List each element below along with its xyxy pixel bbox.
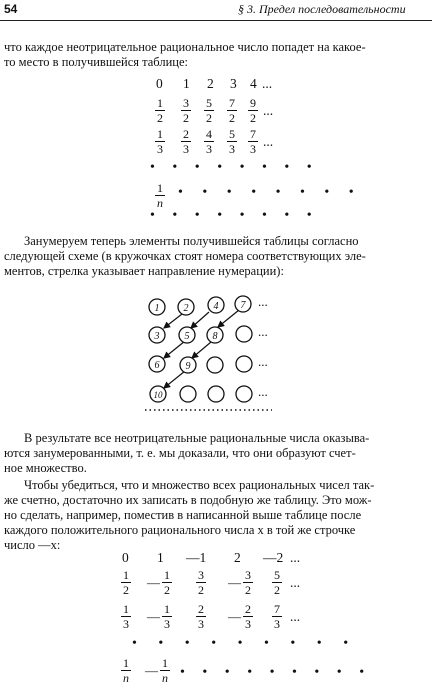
scheme-node (236, 356, 252, 372)
table-cell: 0 (122, 550, 129, 565)
fraction: 3 2 (245, 568, 251, 597)
scheme-ellipsis: ... (258, 354, 268, 369)
paragraph-line: но сделать, например, поместив в написанной выше таблице после (4, 508, 362, 522)
node-label: 6 (154, 360, 160, 371)
node-label: 8 (212, 331, 218, 342)
arrow (218, 310, 239, 327)
fraction: 5 2 (206, 96, 212, 125)
table-cell: 2 (207, 76, 214, 91)
scheme-ellipsis: ... (258, 324, 268, 339)
fraction: 1 2 (164, 568, 170, 597)
table-cell: —1 (186, 550, 207, 565)
node-label: 7 (240, 300, 246, 311)
table-cell: 1 (157, 550, 164, 565)
row-ellipsis: ... (290, 609, 301, 624)
fraction: 1 n (157, 181, 163, 210)
fraction: 2 3 (245, 602, 251, 631)
running-title: § 3. Предел последовательности (238, 2, 406, 16)
paragraph-line: следующей схеме (в кружочках стоят номера соответствующих эле- (4, 249, 366, 263)
table-cell: —2 (263, 550, 284, 565)
node-label: 9 (185, 361, 191, 372)
paragraph-line: ментов, стрелка указывает направление нумерации): (4, 264, 284, 278)
row-ellipsis: ... (290, 550, 301, 565)
node-label: 2 (183, 303, 189, 314)
scheme-node (207, 357, 223, 373)
row-ellipsis: ... (263, 103, 274, 118)
dot-row: • • • • • • • • • (180, 665, 372, 680)
table-cell: 3 (230, 76, 237, 91)
fraction: 1 2 (123, 568, 129, 597)
paragraph-line: то место в получившейся таблице: (4, 55, 188, 69)
arrow (164, 341, 185, 358)
fraction: 2 3 (198, 602, 204, 631)
fraction: 7 3 (250, 127, 256, 156)
arrow (164, 371, 185, 388)
fraction: 7 2 (229, 96, 235, 125)
scheme-ellipsis: ... (258, 384, 268, 399)
table-cell: 4 (250, 76, 257, 91)
paragraph-line: Чтобы убедиться, что и множество всех рациональных чисел так- (24, 478, 375, 492)
paragraph-line: каждого положительного рационального числа x в той же строчке (4, 523, 356, 537)
scheme-node (208, 386, 224, 402)
fraction: 1 2 (157, 96, 163, 125)
dot-row: • • • • • • • • (150, 208, 319, 223)
arrows (164, 310, 239, 388)
fraction: 9 2 (250, 96, 256, 125)
fraction: 5 2 (274, 568, 280, 597)
row-ellipsis: ... (263, 134, 274, 149)
node-label: 4 (213, 301, 219, 312)
fraction: 2 3 (183, 127, 189, 156)
node-label: 5 (184, 331, 190, 342)
fraction: 1 n (123, 656, 129, 685)
arrow (164, 314, 182, 328)
page-number: 54 (4, 2, 18, 16)
paragraph-line: же счетно, достаточно их записать в подобную же таблицу. Это мож- (4, 493, 372, 507)
fraction: 3 2 (183, 96, 189, 125)
scheme-ellipsis: ... (258, 294, 268, 309)
numbering-scheme-diagram (0, 290, 432, 420)
row-ellipsis: ... (290, 575, 301, 590)
fraction: 4 3 (206, 127, 212, 156)
fraction: 3 2 (198, 568, 204, 597)
fraction: 5 3 (229, 127, 235, 156)
header-rule (0, 20, 432, 21)
minus-sign: — (147, 609, 160, 624)
paragraph-line: ются занумерованными, т. е. мы доказали, что они образуют счет- (4, 446, 356, 460)
node-label: 3 (154, 331, 160, 342)
dot-row: • • • • • • • • (178, 185, 362, 200)
paragraph-line: Занумеруем теперь элементы получившейся таблицы согласно (24, 234, 359, 248)
node-label: 10 (153, 390, 163, 400)
fraction: 1 3 (164, 602, 170, 631)
row-ellipsis: ... (262, 76, 273, 91)
fraction: 1 3 (157, 127, 163, 156)
table-cell: 2 (234, 550, 241, 565)
paragraph-line: ное множество. (4, 461, 87, 475)
node-label: 1 (154, 303, 160, 314)
minus-sign: — (228, 575, 241, 590)
minus-sign: — (145, 663, 158, 678)
fraction: 1 3 (123, 602, 129, 631)
paragraph-line: В результате все неотрицательные рациональные числа оказыва- (24, 431, 370, 445)
scheme-node (236, 386, 252, 402)
dot-row: • • • • • • • • • (132, 636, 358, 651)
fraction: 7 3 (274, 602, 280, 631)
scheme-node (180, 386, 196, 402)
paragraph-line: что каждое неотрицательное рациональное число попадет на какое- (4, 40, 366, 54)
arrow (191, 312, 209, 328)
table-cell: 1 (183, 76, 190, 91)
minus-sign: — (228, 609, 241, 624)
arrow (192, 342, 211, 358)
table-cell: 0 (156, 76, 163, 91)
dot-row: • • • • • • • • (150, 160, 319, 175)
fraction: 1 n (162, 656, 168, 685)
scheme-node (236, 326, 252, 342)
minus-sign: — (147, 575, 160, 590)
paragraph-line: число —x: (4, 538, 61, 552)
